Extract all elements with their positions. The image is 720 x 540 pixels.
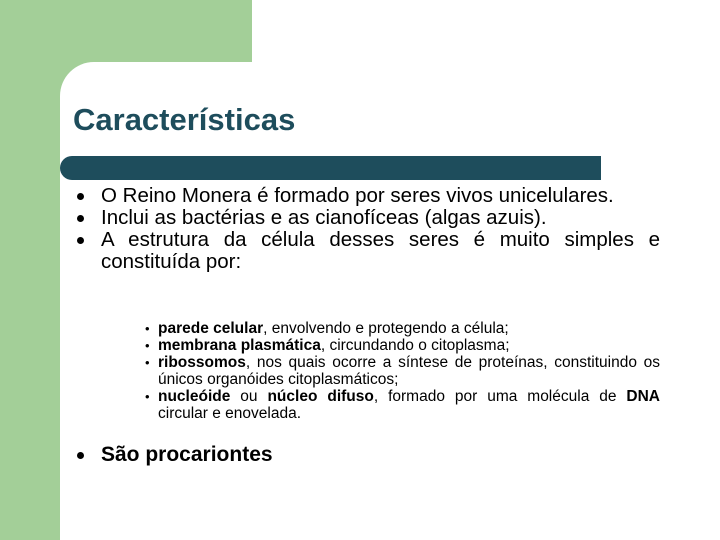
sub-bullet-item [145, 388, 660, 422]
sub-bullet-term: núcleo difuso [267, 388, 374, 405]
slide-title: Características [73, 102, 296, 137]
title-underline-bar [60, 156, 601, 180]
bullet-dot-icon [77, 215, 84, 222]
sub-bullet-term: nucleóide [158, 388, 231, 405]
sub-bullet-term: ribossomos [158, 354, 246, 371]
bullet-item [77, 185, 660, 207]
bullet-text: Inclui as bactérias e as cianofíceas (algas azuis). [101, 206, 547, 229]
sub-bullet-dot-icon: • [145, 338, 150, 353]
bullet-text: O Reino Monera é formado por seres vivos unicelulares. [101, 184, 614, 207]
conclusion-text: São procariontes [101, 443, 273, 466]
sub-bullet-item [145, 320, 660, 337]
sub-bullet-text: , circundando o citoplasma; [320, 337, 510, 354]
sub-bullet-term: DNA [626, 388, 660, 405]
bullet-list [77, 185, 660, 273]
sub-bullet-text: , nos quais ocorre a síntese de proteínas, constituindo os únicos organóides citoplasmáticos; [158, 354, 660, 388]
bullet-text: A estrutura da célula desses seres é muito simples e constituída por: [101, 228, 660, 273]
sub-bullet-item [145, 354, 660, 388]
sub-bullet-text: , formado por uma molécula de [373, 388, 627, 405]
sub-bullet-text: ou [230, 388, 268, 405]
bullet-item [77, 443, 660, 467]
bullet-item [77, 229, 660, 273]
bullet-item [77, 207, 660, 229]
sub-bullet-dot-icon: • [145, 321, 150, 336]
sub-bullet-list [145, 320, 660, 422]
sub-bullet-term: membrana plasmática [158, 337, 321, 354]
sub-bullet-text: , envolvendo e protegendo a célula; [263, 320, 509, 337]
bullet-dot-icon [77, 452, 84, 459]
bullet-dot-icon [77, 237, 84, 244]
sub-bullet-dot-icon: • [145, 389, 150, 404]
conclusion-bullet-list [77, 443, 660, 467]
sub-bullet-item [145, 337, 660, 354]
bullet-dot-icon [77, 193, 84, 200]
sub-bullet-term: parede celular [158, 320, 264, 337]
sub-bullet-dot-icon: • [145, 355, 150, 370]
sub-bullet-text: circular e enovelada. [158, 405, 302, 422]
